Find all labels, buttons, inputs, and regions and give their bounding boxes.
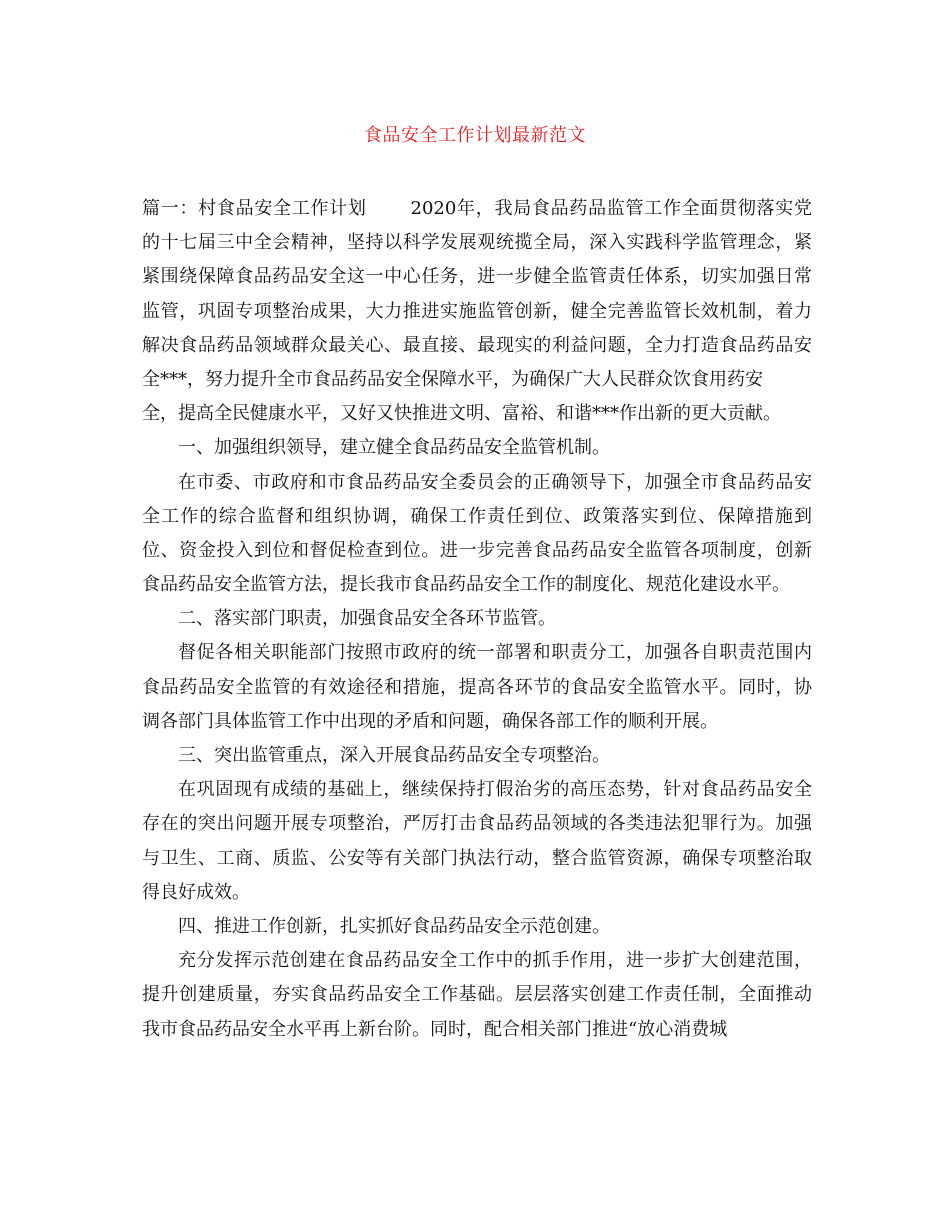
document-title: 食品安全工作计划最新范文 — [364, 125, 586, 146]
section-heading: 三、突出监管重点，深入开展食品药品安全专项整治。 — [178, 745, 610, 766]
body-line: 充分发挥示范创建在食品药品安全工作中的抓手作用，进一步扩大创建范围， — [178, 950, 812, 972]
body-line: 调各部门具体监管工作中出现的矛盾和问题，确保各部工作的顺利开展。 — [142, 710, 718, 732]
body-line: 全，提高全民健康水平，又好又快推进文明、富裕、和谐***作出新的更大贡献。 — [142, 403, 781, 425]
body-line: 存在的突出问题开展专项整治，严厉打击食品药品领域的各类违法犯罪行为。加强 — [142, 813, 812, 835]
body-line: 位、资金投入到位和督促检查到位。进一步完善食品药品安全监管各项制度，创新 — [142, 539, 812, 561]
body-line: 食品药品安全监管的有效途径和措施，提高各环节的食品安全监管水平。同时，协 — [142, 676, 812, 698]
body-line: 监管，巩固专项整治成果，大力推进实施监管创新，健全完善监管长效机制，着力 — [142, 300, 812, 322]
section-heading: 四、推进工作创新，扎实抓好食品药品安全示范创建。 — [178, 915, 610, 937]
body-line: 的十七届三中全会精神，坚持以科学发展观统揽全局，深入实践科学监管理念，紧 — [142, 232, 812, 254]
body-line: 篇一：村食品安全工作计划 2020年，我局食品药品监管工作全面贯彻落实党 — [142, 198, 812, 219]
body-line: 提升创建质量，夯实食品药品安全工作基础。层层落实创建工作责任制，全面推动 — [142, 984, 812, 1006]
body-line: 与卫生、工商、质监、公安等有关部门执法行动，整合监管资源，确保专项整治取 — [142, 847, 812, 869]
section-heading: 一、加强组织领导，建立健全食品药品安全监管机制。 — [178, 437, 610, 459]
body-line: 全***，努力提升全市食品药品安全保障水平，为确保广大人民群众饮食用药安 — [142, 368, 763, 390]
body-line: 在巩固现有成绩的基础上，继续保持打假治劣的高压态势，针对食品药品安全 — [178, 779, 812, 801]
body-line: 得良好成效。 — [142, 881, 250, 903]
document-body — [142, 192, 812, 1047]
body-line: 在市委、市政府和市食品药品安全委员会的正确领导下，加强全市食品药品安 — [178, 471, 812, 493]
body-line: 督促各相关职能部门按照市政府的统一部署和职责分工，加强各自职责范围内 — [178, 642, 812, 664]
section-heading: 二、落实部门职责，加强食品安全各环节监管。 — [178, 608, 556, 630]
body-line: 我市食品药品安全水平再上新台阶。同时，配合相关部门推进“放心消费城 — [142, 1018, 728, 1040]
body-line: 紧围绕保障食品药品安全这一中心任务，进一步健全监管责任体系，切实加强日常 — [142, 266, 812, 288]
body-line: 解决食品药品领域群众最关心、最直接、最现实的利益问题，全力打造食品药品安 — [142, 334, 812, 356]
body-line: 食品药品安全监管方法，提长我市食品药品安全工作的制度化、规范化建设水平。 — [142, 574, 790, 596]
body-line: 全工作的综合监督和组织协调，确保工作责任到位、政策落实到位、保障措施到 — [142, 505, 812, 527]
